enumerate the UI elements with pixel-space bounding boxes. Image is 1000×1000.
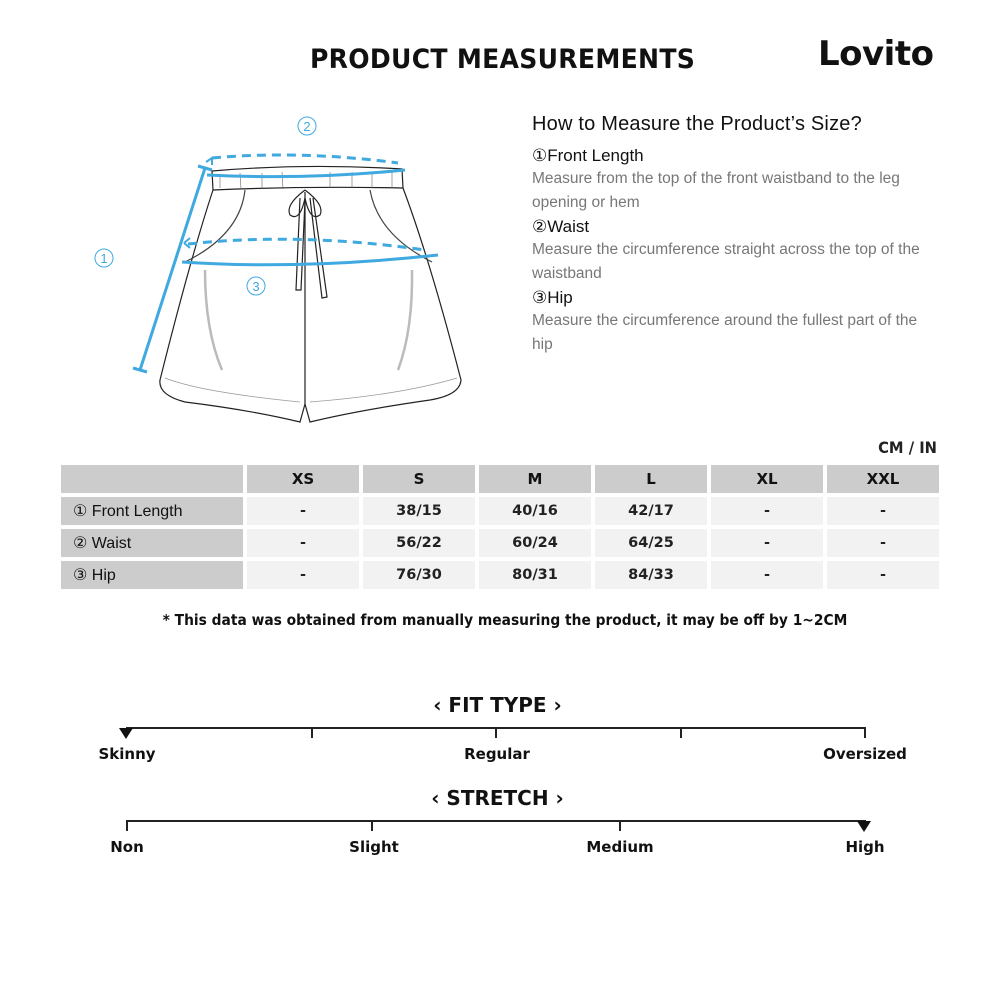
shorts-illustration — [80, 105, 500, 435]
table-corner-cell — [61, 465, 243, 493]
table-cell: - — [827, 497, 939, 525]
table-cell: 80/31 — [479, 561, 591, 589]
stretch-label-non: Non — [110, 838, 144, 856]
stretch-label-high: High — [845, 838, 885, 856]
table-cell: 38/15 — [363, 497, 475, 525]
col-header-m: M — [479, 465, 591, 493]
stretch-title: ‹ STRETCH › — [431, 786, 564, 810]
table-row — [61, 497, 939, 525]
table-cell: 64/25 — [595, 529, 707, 557]
page-title: PRODUCT MEASUREMENTS — [310, 44, 696, 75]
col-header-xxl: XXL — [827, 465, 939, 493]
fit-type-tick — [864, 728, 866, 738]
waist-marker: 2 — [303, 119, 311, 134]
howto-hip-desc: Measure the circumference around the fullest part of the hip — [532, 312, 918, 353]
fit-type-label-oversized: Oversized — [823, 745, 907, 763]
table-cell: - — [711, 529, 823, 557]
stretch-scale-line — [126, 820, 866, 822]
table-cell: 84/33 — [595, 561, 707, 589]
units-label: CM / IN — [878, 438, 937, 457]
fit-type-label-regular: Regular — [464, 745, 530, 763]
hip-marker: 3 — [252, 279, 260, 294]
table-cell: - — [827, 529, 939, 557]
fit-type-tick — [680, 728, 682, 738]
table-cell: 60/24 — [479, 529, 591, 557]
table-cell: - — [247, 561, 359, 589]
size-table — [57, 461, 943, 593]
fit-type-selected-marker-icon — [119, 728, 133, 739]
table-cell: - — [711, 497, 823, 525]
table-cell: 56/22 — [363, 529, 475, 557]
table-header-row — [61, 465, 939, 493]
stretch-label-slight: Slight — [349, 838, 399, 856]
stretch-tick — [126, 821, 128, 831]
col-header-xs: XS — [247, 465, 359, 493]
howto-front-length-title: ①Front Length — [532, 146, 644, 165]
fit-type-tick — [495, 728, 497, 738]
col-header-s: S — [363, 465, 475, 493]
table-cell: 42/17 — [595, 497, 707, 525]
how-to-measure-section — [532, 113, 932, 357]
howto-front-length-desc: Measure from the top of the front waistband to the leg opening or hem — [532, 170, 900, 211]
stretch-selected-marker-icon — [857, 821, 871, 832]
col-header-xl: XL — [711, 465, 823, 493]
fit-type-tick — [311, 728, 313, 738]
table-row — [61, 529, 939, 557]
table-cell: - — [827, 561, 939, 589]
brand-logo: Lovito — [818, 34, 934, 74]
stretch-label-medium: Medium — [586, 838, 654, 856]
table-cell: - — [247, 529, 359, 557]
howto-hip-title: ③Hip — [532, 288, 573, 307]
how-to-measure-title: How to Measure the Product’s Size? — [532, 113, 862, 135]
table-cell: - — [247, 497, 359, 525]
row-label-hip: ③ Hip — [61, 561, 243, 589]
measurement-disclaimer: * This data was obtained from manually measuring the product, it may be off by 1~2CM — [162, 611, 848, 629]
table-cell: 76/30 — [363, 561, 475, 589]
table-row — [61, 561, 939, 589]
stretch-tick — [619, 821, 621, 831]
fit-type-label-skinny: Skinny — [98, 745, 156, 763]
howto-waist-title: ②Waist — [532, 217, 590, 236]
row-label-waist: ② Waist — [61, 529, 243, 557]
howto-waist-desc: Measure the circumference straight across the top of the waistband — [532, 241, 920, 282]
table-cell: - — [711, 561, 823, 589]
col-header-l: L — [595, 465, 707, 493]
fit-type-title: ‹ FIT TYPE › — [433, 693, 562, 717]
front-length-marker: 1 — [100, 251, 108, 266]
row-label-front-length: ① Front Length — [61, 497, 243, 525]
table-cell: 40/16 — [479, 497, 591, 525]
stretch-tick — [371, 821, 373, 831]
